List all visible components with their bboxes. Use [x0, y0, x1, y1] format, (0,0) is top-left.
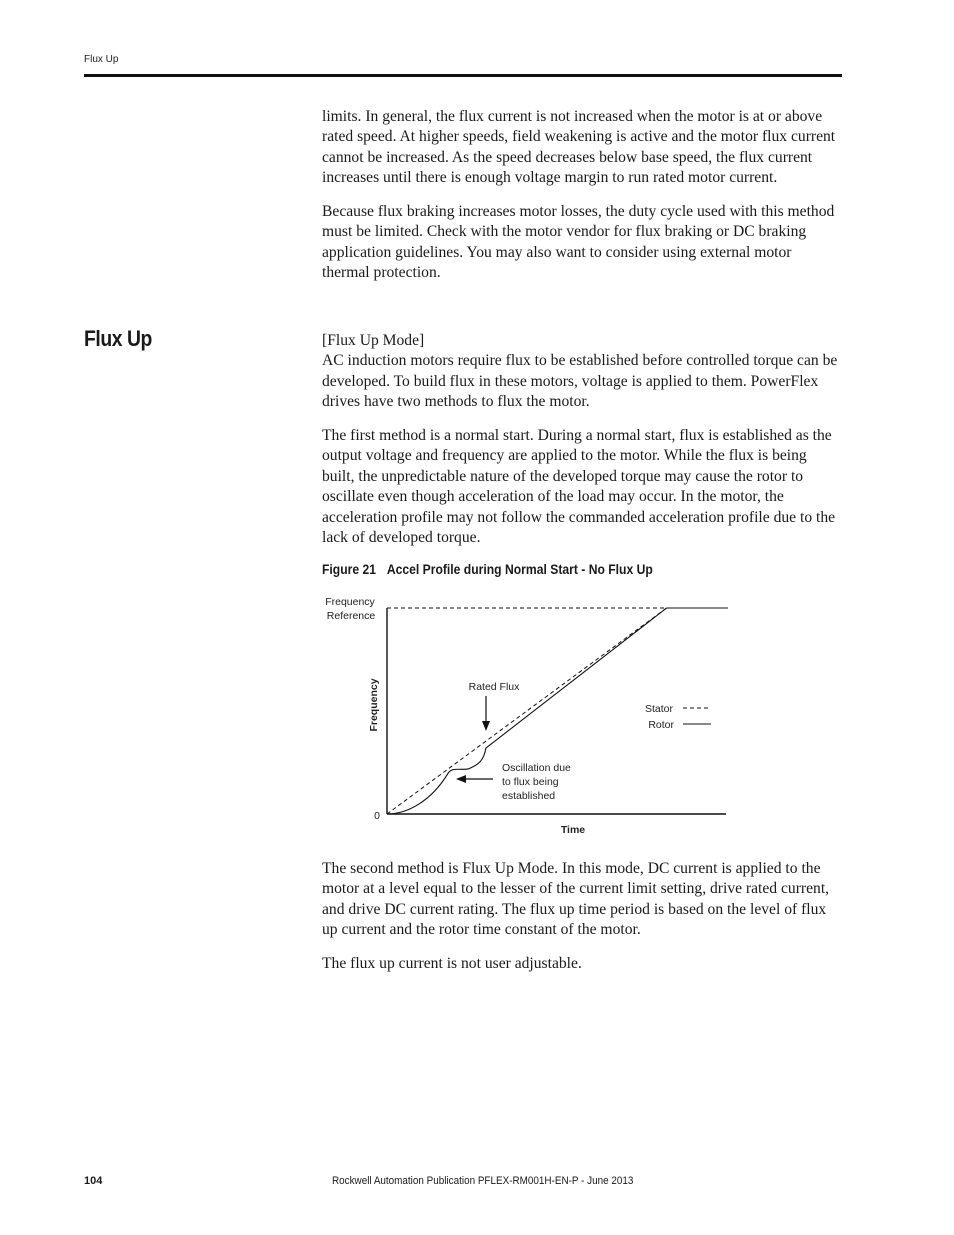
legend-rotor-label: Rotor — [648, 719, 674, 731]
rated-flux-label: Rated Flux — [468, 681, 520, 693]
y-reference-label-1: Frequency — [325, 596, 375, 608]
figure-number: Figure 21 — [322, 562, 377, 577]
page-number: 104 — [84, 1175, 103, 1187]
oscillation-label-3: established — [502, 790, 556, 802]
y-axis-label: Frequency — [368, 678, 380, 732]
publication-info: Rockwell Automation Publication PFLEX-RM001H-EN-P - June 2013 — [332, 1175, 634, 1187]
x-axis-label: Time — [560, 824, 586, 836]
section-text-4: The flux up current is not user adjustable. — [322, 955, 582, 972]
section-text-3: The second method is Flux Up Mode. In this mode, DC current is applied to the motor at a level equal to the lesser of the current limit setting, drive rated current, and drive DC current rating. The flux up time period is based on the level of flux up current and the rotor time constant of the motor. — [322, 860, 830, 939]
legend-stator-label: Stator — [644, 703, 673, 715]
intro-text-2: Because flux braking increases motor losses, the duty cycle used with this method must be limited. Check with the motor vendor for flux braking or DC braking application guidelines. You may also want to consider using external motor thermal protection. — [322, 203, 835, 282]
section-paragraph-4 — [322, 954, 842, 974]
section-text-1: AC induction motors require flux to be established before controlled torque can be developed. To build flux in these motors, voltage is applied to them. PowerFlex drives have two methods to flux the motor. — [322, 352, 838, 411]
y-reference-label-2: Reference — [326, 610, 376, 622]
rated-flux-arrowhead — [482, 721, 490, 731]
running-header: Flux Up — [84, 54, 119, 65]
oscillation-arrowhead — [456, 775, 466, 783]
section-heading: Flux Up — [84, 326, 152, 351]
y-zero-label: 0 — [374, 810, 380, 822]
oscillation-label-2: to flux being — [502, 776, 559, 788]
param-name: [Flux Up Mode] — [322, 332, 425, 349]
figure-title: Accel Profile during Normal Start - No Flux Up — [386, 562, 653, 577]
oscillation-label-1: Oscillation due — [502, 762, 571, 774]
section-text-2: The first method is a normal start. During a normal start, flux is established as the output voltage and frequency are applied to the motor. While the flux is being built, the unpredictable nature of the developed torque may cause the rotor to oscillate even though acceleration of the load may occur. In the motor, the acceleration profile may not follow the commanded acceleration profile due to the lack of developed torque. — [322, 427, 836, 547]
intro-text-1: limits. In general, the flux current is not increased when the motor is at or above rated speed. At higher speeds, field weakening is active and the motor flux current cannot be increased. As the speed decreases below base speed, the flux current increases until there is enough voltage margin to run rated motor current. — [322, 108, 836, 187]
section-paragraph-3 — [322, 859, 842, 941]
